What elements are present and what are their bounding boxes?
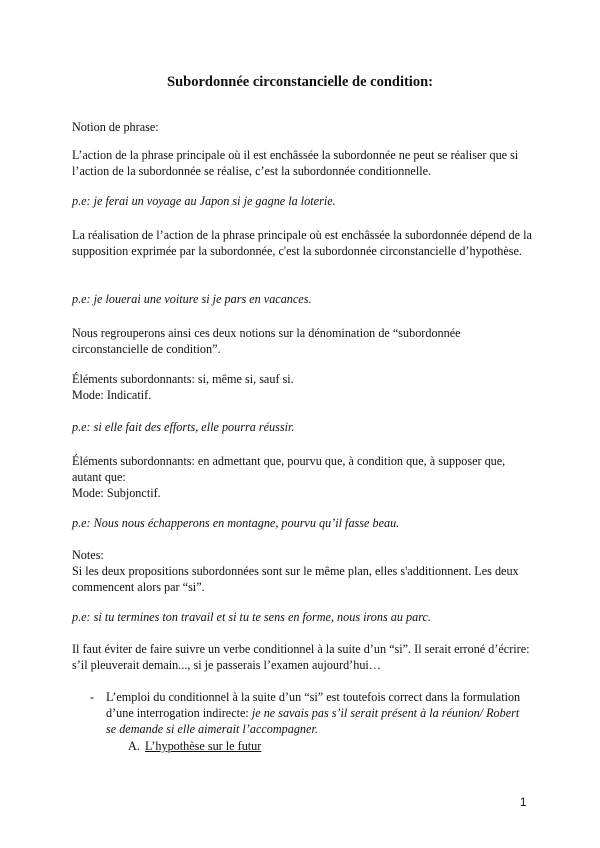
mode-indicatif: Mode: Indicatif. xyxy=(72,388,152,402)
elements-subordonnants-indicatif: Éléments subordonnants: si, même si, sauf si. xyxy=(72,372,294,386)
sub-heading xyxy=(128,738,261,754)
bullet-text-italic: je ne savais pas s’il serait présent à la réunion/ Robert se demande si elle aimerait l’accompagner. xyxy=(106,706,520,736)
notes-heading: Notes: xyxy=(72,548,104,562)
example-3: p.e: si elle fait des efforts, elle pourra réussir. xyxy=(72,420,295,434)
example-4: p.e: Nous nous échapperons en montagne, pourvu qu’il fasse beau. xyxy=(72,516,400,530)
elements-subordonnants-subjonctif: Éléments subordonnants: en admettant que, pourvu que, à condition que, à supposer que, autant que: xyxy=(72,454,506,484)
paragraph-definition-hypothese: La réalisation de l’action de la phrase principale où est enchâssée la subordonnée dépend de la supposition exprimée par la subordonnée, c'est la subordonnée circonstancielle d’hypothèse. xyxy=(72,228,532,258)
notion-heading: Notion de phrase: xyxy=(72,120,159,134)
sub-heading-label: L’hypothèse sur le futur xyxy=(145,739,262,753)
notes-text: Si les deux propositions subordonnées sont sur le même plan, elles s'additionnent. Les deux commencent alors par “si”. xyxy=(72,564,519,594)
mode-subjonctif: Mode: Subjonctif. xyxy=(72,486,161,500)
page-number: 1 xyxy=(520,797,527,809)
paragraph-avertissement: Il faut éviter de faire suivre un verbe conditionnel à la suite d’un “si”. Il serait erroné d’écrire: s’il pleuverait demain..., si je passerais l’examen aujourd’hui… xyxy=(72,642,530,672)
bullet-text-regular: L’emploi du conditionnel à la suite d’un “si” est toutefois correct dans la formulation d’une interrogation indirecte: xyxy=(106,690,521,720)
example-2: p.e: je louerai une voiture si je pars en vacances. xyxy=(72,292,312,306)
paragraph-definition-condition: L’action de la phrase principale où il est enchâssée la subordonnée ne peut se réaliser que si l’action de la subordonnée se réalise, c’est la subordonnée conditionnelle. xyxy=(72,148,519,178)
bullet-dash: - xyxy=(90,690,95,704)
sub-heading-marker: A. xyxy=(128,739,140,753)
example-1: p.e: je ferai un voyage au Japon si je gagne la loterie. xyxy=(72,194,336,208)
paragraph-regroupement: Nous regrouperons ainsi ces deux notions sur la dénomination de “subordonnée circonstancielle de condition”. xyxy=(72,326,461,356)
example-5: p.e: si tu termines ton travail et si tu te sens en forme, nous irons au parc. xyxy=(72,610,431,624)
page-title: Subordonnée circonstancielle de condition: xyxy=(167,74,433,90)
bullet-text xyxy=(106,689,530,737)
